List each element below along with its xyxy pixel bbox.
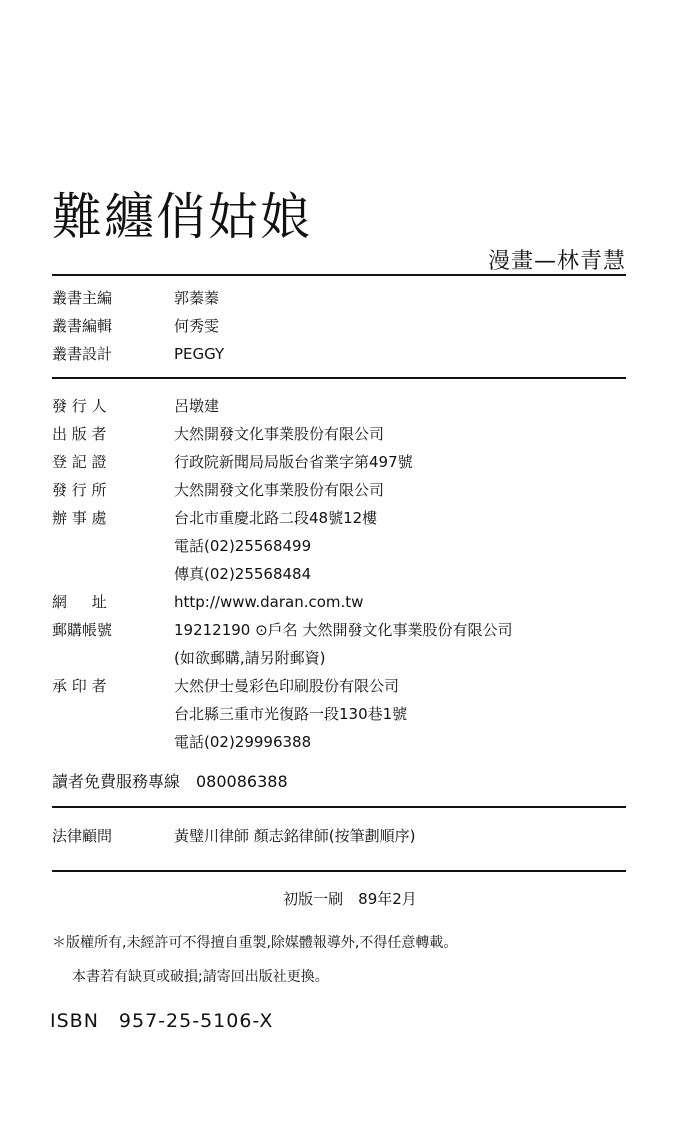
divider bbox=[52, 377, 626, 379]
info-value: 19212190 ⊙戶名 大然開發文化事業股份有限公司 bbox=[174, 621, 513, 639]
info-label bbox=[52, 728, 174, 756]
hotline-section bbox=[52, 768, 652, 796]
divider bbox=[52, 870, 626, 872]
info-value: 台北縣三重市光復路一段130巷1號 bbox=[174, 705, 408, 723]
info-value: 行政院新聞局局版台省業字第497號 bbox=[174, 453, 413, 471]
divider bbox=[52, 806, 626, 808]
info-value: 電話(02)29996388 bbox=[174, 733, 312, 751]
info-row bbox=[52, 700, 652, 728]
info-row bbox=[52, 728, 652, 756]
info-row bbox=[52, 448, 652, 476]
info-row bbox=[52, 560, 652, 588]
info-label: 辦 事 處 bbox=[52, 509, 107, 527]
credit-row bbox=[52, 312, 652, 340]
info-row bbox=[52, 616, 652, 644]
info-value: 大然開發文化事業股份有限公司 bbox=[174, 425, 385, 443]
info-value: 呂墩建 bbox=[174, 397, 220, 415]
legal-section bbox=[52, 822, 652, 850]
info-row bbox=[52, 504, 652, 532]
info-row bbox=[52, 644, 652, 672]
credit-label: 叢書主編 bbox=[52, 289, 113, 307]
credit-value: 郭蓁蓁 bbox=[174, 289, 220, 307]
info-value: 大然開發文化事業股份有限公司 bbox=[174, 481, 385, 499]
credit-value: PEGGY bbox=[174, 345, 225, 363]
editorial-credits bbox=[52, 284, 652, 368]
info-value: 傳真(02)25568484 bbox=[174, 565, 312, 583]
legal-value: 黃璧川律師 顏志銘律師(按筆劃順序) bbox=[174, 827, 416, 845]
info-row bbox=[52, 588, 652, 616]
website-link[interactable]: http://www.daran.com.tw bbox=[174, 593, 364, 611]
credit-label: 叢書編輯 bbox=[52, 317, 113, 335]
credit-row bbox=[52, 340, 652, 368]
info-row bbox=[52, 392, 652, 420]
info-value: 電話(02)25568499 bbox=[174, 537, 312, 555]
info-label: 網 址 bbox=[52, 593, 117, 611]
info-label: 發 行 人 bbox=[52, 397, 107, 415]
info-value: (如欲郵購,請另附郵資) bbox=[174, 649, 326, 667]
info-label bbox=[52, 532, 174, 560]
credit-row bbox=[52, 284, 652, 312]
info-label: 承 印 者 bbox=[52, 677, 107, 695]
book-title: 難纏俏姑娘 bbox=[52, 188, 312, 246]
legal-label: 法律顧問 bbox=[52, 827, 113, 845]
legal-row bbox=[52, 822, 652, 850]
publisher-info bbox=[52, 392, 652, 756]
info-label: 出 版 者 bbox=[52, 425, 107, 443]
credit-value: 何秀雯 bbox=[174, 317, 220, 335]
info-row bbox=[52, 476, 652, 504]
info-label: 郵購帳號 bbox=[52, 621, 113, 639]
defect-note: 本書若有缺頁或破損;請寄回出版社更換。 bbox=[72, 969, 329, 985]
info-value: 大然伊士曼彩色印刷股份有限公司 bbox=[174, 677, 400, 695]
hotline: 讀者免費服務專線 080086388 bbox=[52, 772, 288, 791]
info-label: 登 記 證 bbox=[52, 453, 107, 471]
edition: 初版一刷 89年2月 bbox=[283, 890, 417, 908]
divider bbox=[52, 274, 626, 276]
info-label bbox=[52, 644, 174, 672]
info-row bbox=[52, 420, 652, 448]
isbn: ISBN 957-25-5106-X bbox=[50, 1010, 274, 1032]
info-row bbox=[52, 532, 652, 560]
info-label bbox=[52, 700, 174, 728]
info-label: 發 行 所 bbox=[52, 481, 107, 499]
info-label bbox=[52, 560, 174, 588]
info-value: 台北市重慶北路二段48號12樓 bbox=[174, 509, 378, 527]
info-row bbox=[52, 672, 652, 700]
copyright-note: ＊版權所有,未經許可不得擅自重製,除媒體報導外,不得任意轉載。 bbox=[52, 935, 458, 951]
credit-label: 叢書設計 bbox=[52, 345, 113, 363]
author-credit: 漫畫—林青慧 bbox=[487, 249, 626, 274]
